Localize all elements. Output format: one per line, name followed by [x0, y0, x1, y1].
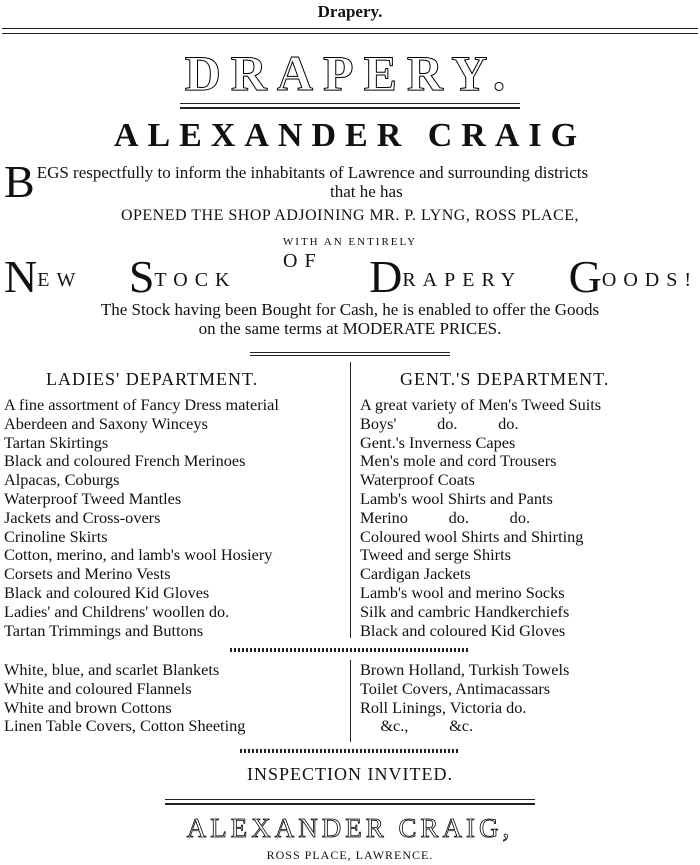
- footer-merchant-name: ALEXANDER CRAIG,: [186, 813, 514, 843]
- new-stock-rest: TOCK: [154, 269, 237, 291]
- intro-line-1: EGS respectfully to inform the inhabitants of Lawrence and surrounding districts: [36, 163, 589, 182]
- list-item: Black and coloured French Merinoes: [4, 451, 246, 471]
- list-item: White and brown Cottons: [4, 697, 172, 717]
- new-stock-initial: S: [128, 251, 155, 302]
- top-rule-2: [2, 33, 698, 34]
- top-rule: [2, 28, 698, 29]
- new-stock-word: [4, 250, 82, 303]
- stock-info-line-2: on the same terms at MODERATE PRICES.: [198, 319, 502, 338]
- list-item: Brown Holland, Turkish Towels: [360, 660, 570, 679]
- gents-heading: GENT.'S DEPARTMENT.: [400, 369, 610, 389]
- list-item: Tartan Trimmings and Buttons: [4, 620, 204, 640]
- stock-info-line-1: The Stock having been Bought for Cash, he is enabled to offer the Goods: [100, 300, 600, 319]
- list-item: Silk and cambric Handkerchiefs: [360, 601, 570, 621]
- footer-rule-thick: [165, 803, 535, 805]
- list-item: Alpacas, Coburgs: [4, 470, 120, 490]
- title-rule-thick: [180, 107, 520, 109]
- ladies-list: [4, 396, 279, 640]
- new-stock-word: [129, 250, 237, 303]
- intro-paragraph: [4, 156, 696, 207]
- list-item: Waterproof Coats: [360, 470, 475, 490]
- list-item: Boys' do. do.: [360, 413, 519, 433]
- list-item: Cardigan Jackets: [360, 564, 471, 584]
- list-item: Crinoline Skirts: [4, 526, 108, 546]
- new-stock-word: [369, 250, 522, 303]
- new-stock-word: [283, 250, 323, 303]
- gents-list: [360, 396, 601, 640]
- new-stock-rest: OODS!: [601, 269, 698, 291]
- list-item: Corsets and Merino Vests: [4, 564, 171, 584]
- footer-rule: [165, 799, 535, 800]
- list-item: &c., &c.: [360, 716, 474, 736]
- intro-line-2: that he has: [329, 182, 403, 201]
- running-head: Drapery.: [317, 2, 383, 21]
- opened-notice: OPENED THE SHOP ADJOINING MR. P. LYNG, ROSS PLACE,: [120, 207, 580, 224]
- page-title: DRAPERY.: [184, 45, 516, 101]
- column-divider-2: [350, 660, 351, 742]
- list-item: Lamb's wool Shirts and Pants: [360, 488, 553, 508]
- list-item: Gent.'s Inverness Capes: [360, 432, 516, 452]
- list-item: Lamb's wool and merino Socks: [360, 582, 565, 602]
- new-stock-banner: [4, 250, 698, 303]
- list-item: Ladies' and Childrens' woollen do.: [4, 601, 230, 621]
- new-stock-initial: D: [369, 251, 403, 302]
- with-entirely: WITH AN ENTIRELY: [282, 236, 418, 248]
- title-rule: [180, 103, 520, 104]
- stock-info: [0, 300, 700, 338]
- new-stock-initial: G: [568, 251, 602, 302]
- list-item: Tweed and serge Shirts: [360, 545, 511, 565]
- list-item: Roll Linings, Victoria do.: [360, 697, 527, 717]
- new-stock-word: [569, 250, 698, 303]
- list-item: A fine assortment of Fancy Dress material: [4, 395, 279, 414]
- new-stock-rest: OF: [283, 250, 323, 272]
- list-item: White and coloured Flannels: [4, 678, 192, 698]
- list-item: Tartan Skirtings: [4, 432, 109, 452]
- footer-place: ROSS PLACE, LAWRENCE.: [266, 848, 434, 862]
- list-item: Waterproof Tweed Mantles: [4, 488, 182, 508]
- dept-rule: [250, 352, 450, 353]
- inspection-invited: INSPECTION INVITED.: [247, 764, 453, 784]
- new-stock-rest: EW: [37, 269, 83, 291]
- list-item: Cotton, merino, and lamb's wool Hosiery: [4, 545, 273, 565]
- list-item: Aberdeen and Saxony Winceys: [4, 413, 208, 433]
- household-right-list: [360, 661, 569, 736]
- intro-dropcap: B: [4, 156, 35, 207]
- column-divider: [350, 362, 351, 638]
- list-item: Black and coloured Kid Gloves: [360, 620, 566, 640]
- merchant-name: ALEXANDER CRAIG: [113, 117, 587, 154]
- new-stock-initial: N: [4, 251, 38, 302]
- list-item: Men's mole and cord Trousers: [360, 451, 557, 471]
- list-item: Toilet Covers, Antimacassars: [360, 678, 551, 698]
- list-item: Coloured wool Shirts and Shirting: [360, 526, 584, 546]
- household-left-list: [4, 661, 245, 736]
- list-item: Jackets and Cross-overs: [4, 507, 161, 527]
- new-stock-rest: RAPERY: [402, 269, 523, 291]
- list-item: Merino do. do.: [360, 507, 531, 527]
- wavy-divider-2: [240, 749, 460, 753]
- dept-rule-2: [250, 355, 450, 356]
- wavy-divider: [230, 648, 470, 652]
- list-item: A great variety of Men's Tweed Suits: [360, 395, 602, 414]
- list-item: Linen Table Covers, Cotton Sheeting: [4, 716, 246, 736]
- list-item: White, blue, and scarlet Blankets: [4, 660, 220, 679]
- list-item: Black and coloured Kid Gloves: [4, 582, 210, 602]
- ladies-heading: LADIES' DEPARTMENT.: [46, 369, 259, 389]
